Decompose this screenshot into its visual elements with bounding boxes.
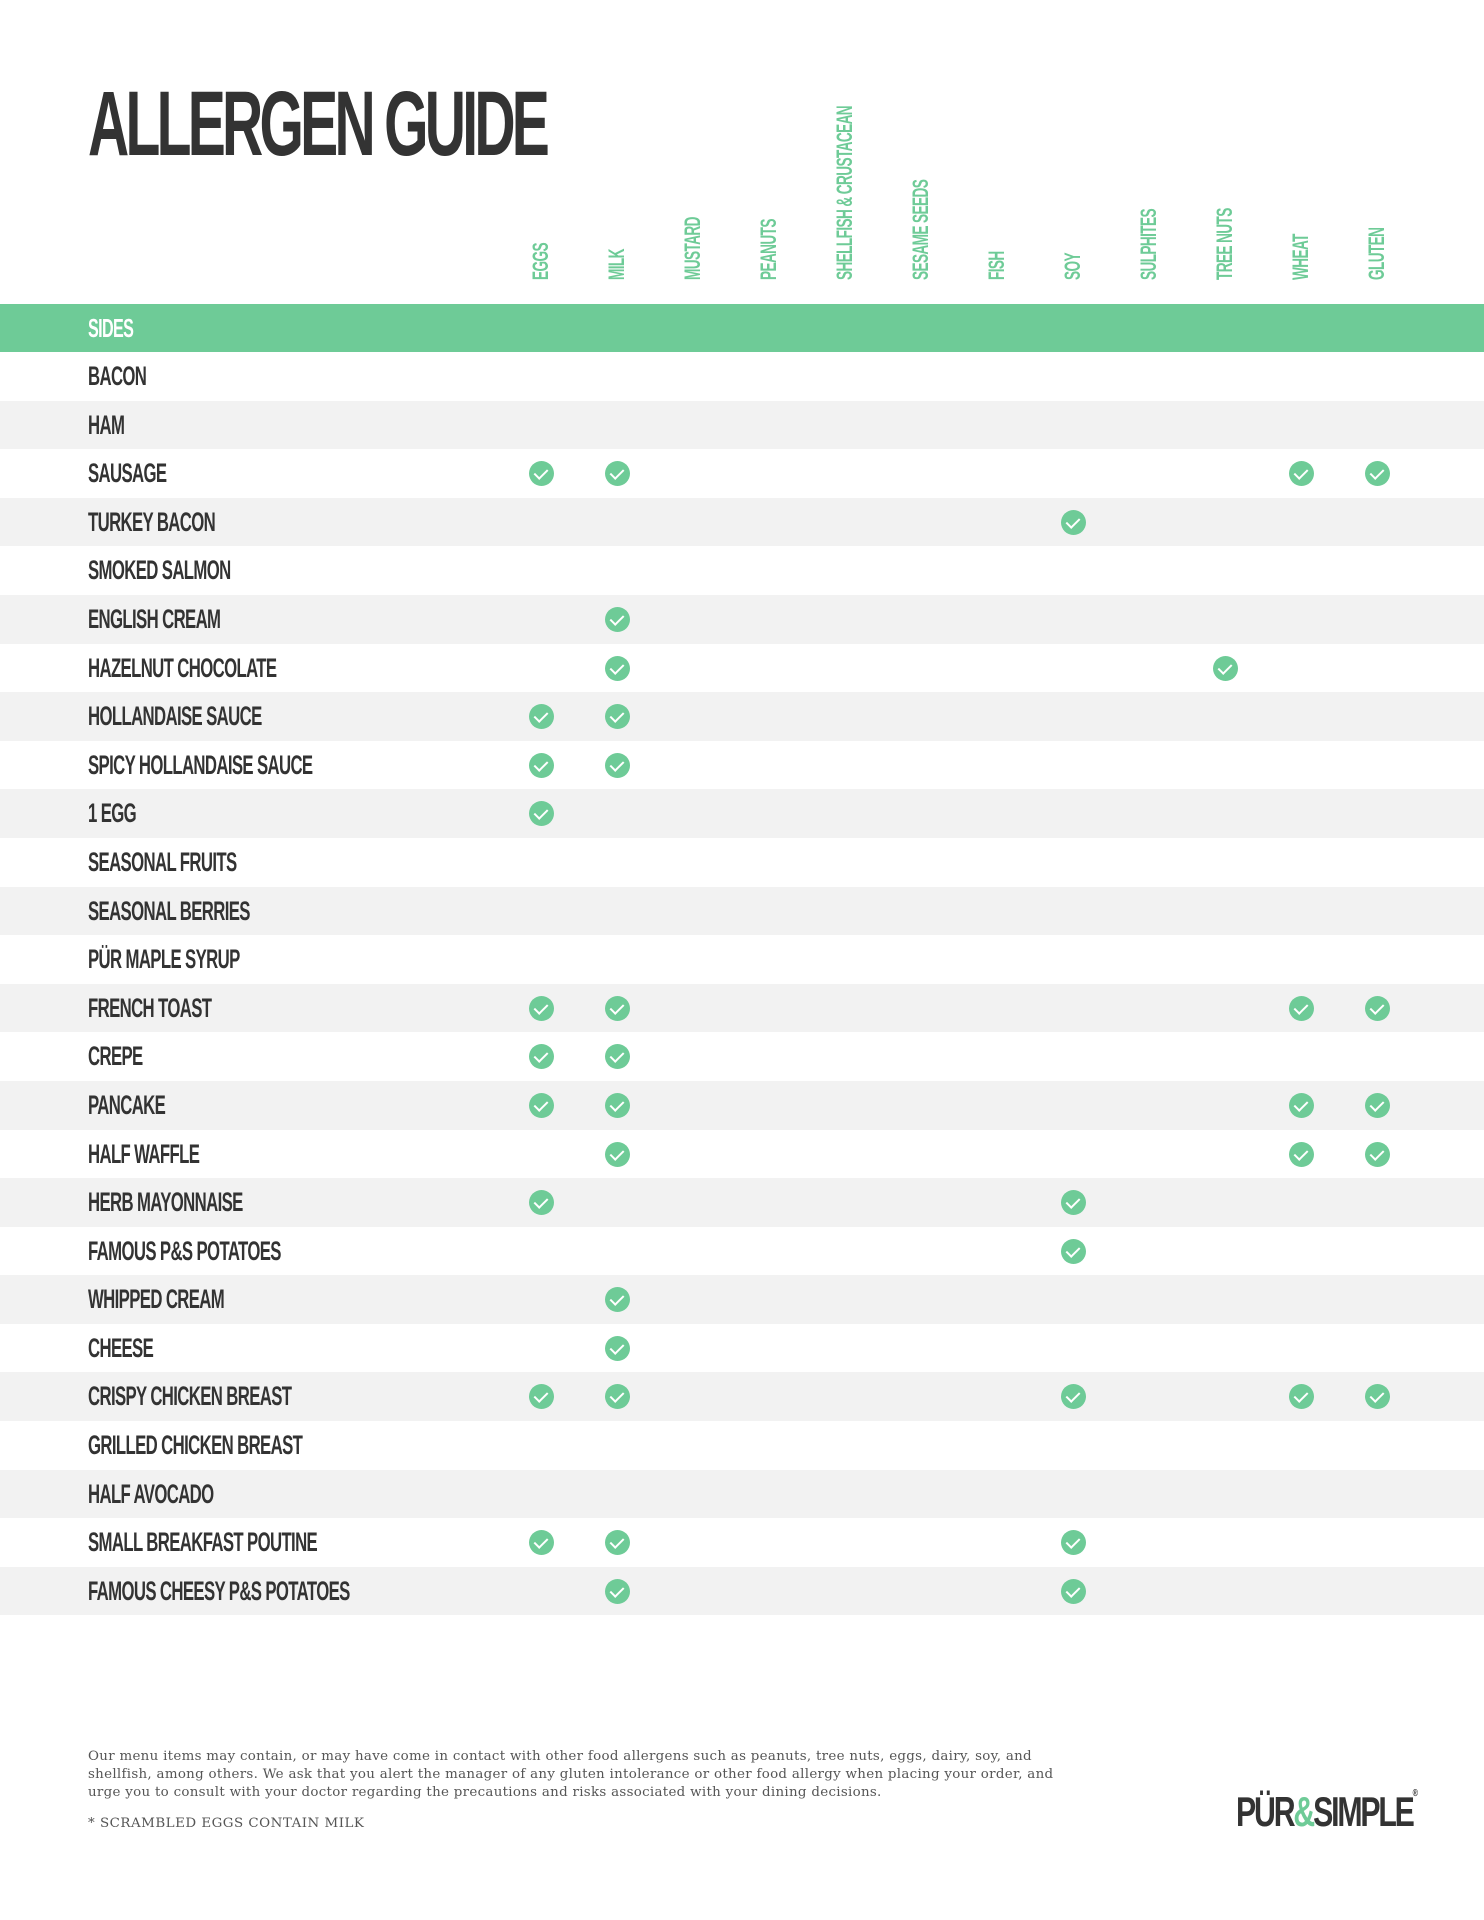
table-row — [0, 595, 1484, 644]
check-icon — [605, 607, 630, 632]
table-row — [0, 984, 1484, 1033]
column-header-label: WHEAT — [1288, 234, 1313, 280]
check-icon — [1061, 1530, 1086, 1555]
column-header-label: SHELLFISH & CRUSTACEAN — [832, 105, 857, 280]
check-icon — [529, 704, 554, 729]
check-icon — [1365, 1093, 1390, 1118]
row-label: HALF AVOCADO — [88, 1478, 214, 1509]
column-header-sesame-seeds — [906, 50, 936, 280]
row-label: SAUSAGE — [88, 458, 167, 489]
row-label: HAM — [88, 409, 125, 440]
column-header-peanuts — [754, 50, 784, 280]
check-icon — [605, 461, 630, 486]
column-header-label: MUSTARD — [680, 217, 705, 280]
column-header-fish — [982, 50, 1012, 280]
check-icon — [605, 996, 630, 1021]
column-header-milk — [602, 50, 632, 280]
check-icon — [605, 1093, 630, 1118]
table-row — [0, 935, 1484, 984]
check-icon — [1061, 1579, 1086, 1604]
column-header-soy — [1058, 50, 1088, 280]
check-icon — [605, 1287, 630, 1312]
table-row — [0, 741, 1484, 790]
footnote: * SCRAMBLED EGGS CONTAIN MILK — [88, 1816, 365, 1831]
check-icon — [529, 1190, 554, 1215]
check-icon — [605, 1336, 630, 1361]
check-icon — [1061, 1239, 1086, 1264]
table-row — [0, 1227, 1484, 1276]
check-icon — [1061, 1190, 1086, 1215]
row-label: PÜR MAPLE SYRUP — [88, 944, 240, 975]
row-label: SMOKED SALMON — [88, 555, 231, 586]
check-icon — [1289, 461, 1314, 486]
allergen-table — [0, 352, 1484, 1615]
page-title: ALLERGEN GUIDE — [88, 73, 547, 175]
check-icon — [605, 1044, 630, 1069]
column-header-label: SULPHITES — [1136, 209, 1161, 280]
row-label: HOLLANDAISE SAUCE — [88, 701, 262, 732]
row-label: 1 EGG — [88, 798, 137, 829]
row-label: SEASONAL BERRIES — [88, 895, 250, 926]
row-label: BACON — [88, 361, 147, 391]
row-label: SEASONAL FRUITS — [88, 846, 237, 877]
column-header-gluten — [1362, 50, 1392, 280]
column-header-sulphites — [1134, 50, 1164, 280]
check-icon — [1365, 996, 1390, 1021]
section-label: SIDES — [88, 313, 134, 343]
column-header-label: SOY — [1060, 253, 1085, 280]
table-row — [0, 692, 1484, 741]
table-row — [0, 838, 1484, 887]
column-header-label: SESAME SEEDS — [908, 179, 933, 280]
check-icon — [605, 1384, 630, 1409]
table-row — [0, 1178, 1484, 1227]
table-row — [0, 887, 1484, 936]
check-icon — [605, 1530, 630, 1555]
table-row — [0, 644, 1484, 693]
check-icon — [529, 1530, 554, 1555]
check-icon — [1289, 1142, 1314, 1167]
table-row — [0, 1421, 1484, 1470]
row-label: GRILLED CHICKEN BREAST — [88, 1430, 303, 1461]
column-header-label: PEANUTS — [756, 219, 781, 280]
table-row — [0, 449, 1484, 498]
table-row — [0, 1130, 1484, 1179]
table-row — [0, 1032, 1484, 1081]
table-row — [0, 401, 1484, 450]
row-label: FRENCH TOAST — [88, 992, 212, 1023]
row-label: CRISPY CHICKEN BREAST — [88, 1381, 292, 1412]
check-icon — [1289, 1093, 1314, 1118]
check-icon — [1061, 510, 1086, 535]
logo-ampersand: & — [1293, 1788, 1314, 1835]
row-label: HERB MAYONNAISE — [88, 1187, 243, 1218]
row-label: FAMOUS CHEESY P&S POTATOES — [88, 1575, 350, 1606]
row-label: SPICY HOLLANDAISE SAUCE — [88, 749, 313, 780]
column-header-mustard — [678, 50, 708, 280]
row-label: CREPE — [88, 1041, 143, 1072]
section-header-sides — [0, 304, 1484, 352]
column-header-wheat — [1286, 50, 1316, 280]
row-label: WHIPPED CREAM — [88, 1284, 225, 1315]
column-header-eggs — [526, 50, 556, 280]
table-row — [0, 1372, 1484, 1421]
logo-part1: PÜR — [1236, 1788, 1294, 1835]
column-header-label: GLUTEN — [1364, 227, 1389, 280]
logo-part2: SIMPLE — [1313, 1788, 1413, 1835]
row-label: TURKEY BACON — [88, 506, 216, 537]
table-row — [0, 498, 1484, 547]
row-label: ENGLISH CREAM — [88, 603, 221, 634]
row-label: PANCAKE — [88, 1089, 166, 1120]
column-header-label: FISH — [984, 251, 1009, 280]
check-icon — [529, 1384, 554, 1409]
row-label: HALF WAFFLE — [88, 1138, 200, 1169]
check-icon — [529, 1044, 554, 1069]
check-icon — [1289, 1384, 1314, 1409]
check-icon — [529, 461, 554, 486]
row-label: FAMOUS P&S POTATOES — [88, 1235, 281, 1266]
disclaimer-text: Our menu items may contain, or may have come in contact with other food allergens such as peanuts, tree nuts, eggs, dairy, soy, and shellfish, among others. We ask that you alert the manager of any gluten intolerance or other food allergy when placing your order, and urge you to consult with your doctor regarding the precautions and risks associated with your dining decisions. — [88, 1749, 1054, 1800]
check-icon — [605, 753, 630, 778]
column-header-label: EGGS — [528, 243, 553, 280]
table-row — [0, 546, 1484, 595]
table-row — [0, 789, 1484, 838]
table-row — [0, 1470, 1484, 1519]
check-icon — [605, 656, 630, 681]
table-row — [0, 1081, 1484, 1130]
table-row — [0, 352, 1484, 401]
column-header-label: TREE NUTS — [1212, 208, 1237, 280]
check-icon — [605, 1579, 630, 1604]
row-label: HAZELNUT CHOCOLATE — [88, 652, 277, 683]
column-header-tree-nuts — [1210, 50, 1240, 280]
check-icon — [529, 1093, 554, 1118]
check-icon — [1365, 1384, 1390, 1409]
column-header-shellfish-crustacean — [830, 50, 860, 280]
table-row — [0, 1567, 1484, 1616]
column-header-label: MILK — [604, 249, 629, 280]
check-icon — [1365, 1142, 1390, 1167]
table-row — [0, 1324, 1484, 1373]
table-row — [0, 1518, 1484, 1567]
row-label: CHEESE — [88, 1332, 154, 1363]
check-icon — [1289, 996, 1314, 1021]
check-icon — [529, 996, 554, 1021]
table-row — [0, 1275, 1484, 1324]
check-icon — [605, 1142, 630, 1167]
check-icon — [529, 753, 554, 778]
registered-mark: ® — [1412, 1788, 1418, 1799]
check-icon — [605, 704, 630, 729]
brand-logo — [1236, 1788, 1418, 1836]
check-icon — [1213, 656, 1238, 681]
check-icon — [1365, 461, 1390, 486]
check-icon — [529, 801, 554, 826]
row-label: SMALL BREAKFAST POUTINE — [88, 1527, 318, 1558]
check-icon — [1061, 1384, 1086, 1409]
